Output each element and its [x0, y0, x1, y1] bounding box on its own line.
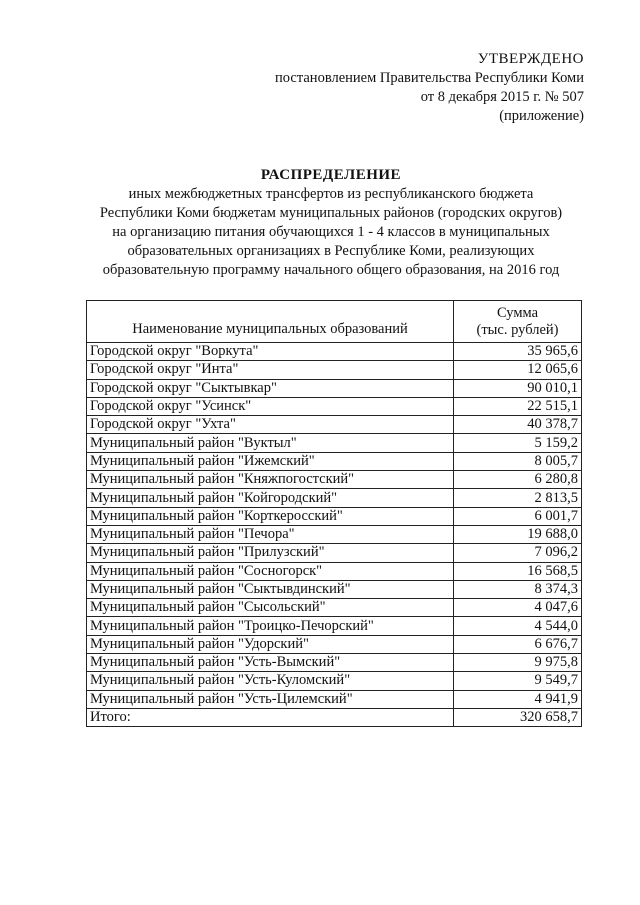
municipality-sum: 5 159,2: [454, 434, 582, 452]
approval-line-2: от 8 декабря 2015 г. № 507: [420, 89, 584, 105]
municipality-sum: 6 676,7: [454, 635, 582, 653]
total-row: [87, 708, 582, 726]
municipality-name: Муниципальный район "Усть-Цилемский": [87, 690, 454, 708]
municipality-sum: 6 280,8: [454, 471, 582, 489]
table-row: [87, 580, 582, 598]
municipality-sum: 35 965,6: [454, 343, 582, 361]
total-label: Итого:: [87, 708, 454, 726]
table-row: [87, 452, 582, 470]
subtitle-line: образовательных организациях в Республике Коми, реализующих: [127, 243, 535, 259]
distribution-table: [86, 300, 582, 727]
table-row: [87, 690, 582, 708]
municipality-sum: 9 975,8: [454, 654, 582, 672]
table-row: [87, 434, 582, 452]
table-row: [87, 635, 582, 653]
municipality-sum: 4 047,6: [454, 599, 582, 617]
table-row: [87, 471, 582, 489]
table-row: [87, 525, 582, 543]
table-row: [87, 343, 582, 361]
approval-line-3: (приложение): [499, 108, 584, 124]
title-block: [70, 166, 592, 280]
municipality-name: Муниципальный район "Печора": [87, 525, 454, 543]
municipality-sum: 6 001,7: [454, 507, 582, 525]
municipality-name: Городской округ "Усинск": [87, 397, 454, 415]
municipality-name: Городской округ "Сыктывкар": [87, 379, 454, 397]
header-sum-line-2: (тыс. рублей): [476, 321, 559, 338]
table-row: [87, 489, 582, 507]
municipality-name: Муниципальный район "Княжпогостский": [87, 471, 454, 489]
municipality-sum: 8 374,3: [454, 580, 582, 598]
approval-block: [275, 50, 584, 126]
document-title: РАСПРЕДЕЛЕНИЕ: [260, 167, 402, 183]
table-row: [87, 507, 582, 525]
municipality-name: Муниципальный район "Прилузский": [87, 544, 454, 562]
municipality-name: Муниципальный район "Сыктывдинский": [87, 580, 454, 598]
subtitle-line: Республики Коми бюджетам муниципальных районов (городских округов): [99, 205, 563, 221]
municipality-sum: 19 688,0: [454, 525, 582, 543]
municipality-name: Муниципальный район "Койгородский": [87, 489, 454, 507]
municipality-name: Муниципальный район "Троицко-Печорский": [87, 617, 454, 635]
table-row: [87, 599, 582, 617]
municipality-name: Муниципальный район "Усть-Куломский": [87, 672, 454, 690]
table-row: [87, 379, 582, 397]
municipality-sum: 8 005,7: [454, 452, 582, 470]
table-row: [87, 617, 582, 635]
approval-heading: УТВЕРЖДЕНО: [477, 51, 584, 67]
approval-line-1: постановлением Правительства Республики Коми: [275, 70, 584, 86]
municipality-name: Муниципальный район "Удорский": [87, 635, 454, 653]
subtitle-line: образовательную программу начального общего образования, на 2016 год: [102, 262, 560, 278]
municipality-sum: 40 378,7: [454, 416, 582, 434]
table-body: [87, 343, 582, 709]
table-row: [87, 672, 582, 690]
subtitle-line: на организацию питания обучающихся 1 - 4 классов в муниципальных: [112, 224, 550, 240]
total-sum: 320 658,7: [454, 708, 582, 726]
municipality-sum: 90 010,1: [454, 379, 582, 397]
table-row: [87, 544, 582, 562]
table-row: [87, 654, 582, 672]
subtitle-line: иных межбюджетных трансфертов из республиканского бюджета: [128, 186, 534, 202]
municipality-name: Муниципальный район "Ижемский": [87, 452, 454, 470]
municipality-name: Муниципальный район "Сосногорск": [87, 562, 454, 580]
municipality-sum: 22 515,1: [454, 397, 582, 415]
table-row: [87, 397, 582, 415]
municipality-name: Городской округ "Инта": [87, 361, 454, 379]
table-row: [87, 361, 582, 379]
municipality-name: Муниципальный район "Корткеросский": [87, 507, 454, 525]
table-header-row: [87, 301, 582, 343]
municipality-name: Муниципальный район "Сысольский": [87, 599, 454, 617]
municipality-sum: 9 549,7: [454, 672, 582, 690]
municipality-name: Муниципальный район "Вуктыл": [87, 434, 454, 452]
municipality-sum: 4 941,9: [454, 690, 582, 708]
table-row: [87, 562, 582, 580]
table-row: [87, 416, 582, 434]
municipality-sum: 7 096,2: [454, 544, 582, 562]
header-sum: [454, 301, 582, 343]
header-name: Наименование муниципальных образований: [87, 301, 454, 343]
municipality-sum: 16 568,5: [454, 562, 582, 580]
municipality-sum: 4 544,0: [454, 617, 582, 635]
municipality-sum: 12 065,6: [454, 361, 582, 379]
municipality-name: Городской округ "Воркута": [87, 343, 454, 361]
municipality-name: Муниципальный район "Усть-Вымский": [87, 654, 454, 672]
header-sum-line-1: Сумма: [496, 304, 539, 321]
municipality-sum: 2 813,5: [454, 489, 582, 507]
municipality-name: Городской округ "Ухта": [87, 416, 454, 434]
